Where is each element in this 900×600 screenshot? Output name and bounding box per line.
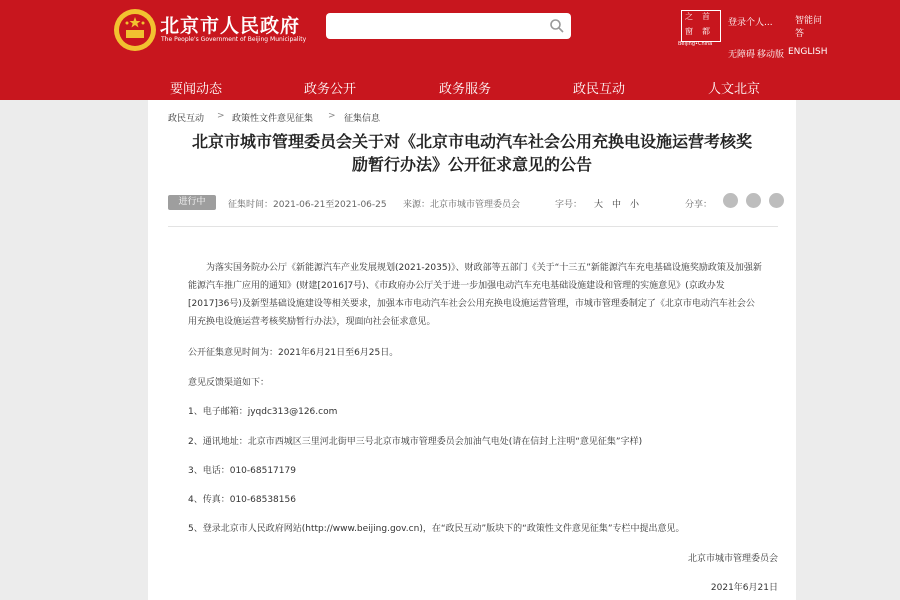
breadcrumb-item[interactable]: 政策性文件意见征集 (232, 114, 314, 124)
nav-item-news[interactable]: 要闻动态 (170, 82, 223, 97)
font-size-large[interactable]: 大 (594, 200, 604, 210)
site-title[interactable]: 北京市人民政府 (160, 15, 301, 37)
national-emblem-icon[interactable] (113, 8, 157, 52)
nav-item-government-affairs[interactable]: 政务公开 (304, 82, 357, 97)
font-size-medium[interactable]: 中 (612, 200, 622, 210)
article-meta (168, 195, 778, 211)
search-icon[interactable] (549, 18, 565, 34)
wechat-share-icon[interactable] (723, 193, 738, 208)
article-card (148, 100, 796, 600)
seal-caption: Beijing•China (678, 41, 713, 47)
article-intro: 为落实国务院办公厅《新能源汽车产业发展规划(2021-2035)》、财政部等五部门《关于“十三五”新能源汽车充电基础设施奖励政策及加强新能源汽车推广应用的通知》(财建[2016]7号)、《市政府办公厅关于进一步加强电动汽车充电基础设施建设和管理的实施意见》(京政办发[2017]36号)及新型基础设施建设等相关要求，加强本市电动汽车社会公用充换电设施运营管理，市城市管理委制定了《北京市电动汽车社会公用充换电设施运营考核奖励暂行办法》，现面向社会征求意见。 (188, 263, 762, 327)
breadcrumb-separator: > (217, 111, 225, 121)
channels-intro: 意见反馈渠道如下： (188, 378, 270, 388)
collection-period: 征集时间：2021-06-21至2021-06-25 (228, 200, 387, 210)
channel-address: 2、通讯地址：北京市西城区三里河北街甲三号北京市城市管理委员会加油气电处(请在信封上注明“意见征集”字样) (188, 437, 643, 447)
weibo-share-icon[interactable] (746, 193, 761, 208)
collection-time: 公开征集意见时间为：2021年6月21日至6月25日。 (188, 348, 399, 358)
site-header (0, 0, 900, 100)
search-input[interactable] (326, 13, 571, 39)
site-subtitle: The People's Government of Beijing Municipality (161, 36, 307, 43)
divider (168, 226, 778, 227)
source: 来源：北京市城市管理委员会 (403, 200, 521, 210)
qzone-share-icon[interactable] (769, 193, 784, 208)
share-label: 分享： (685, 200, 713, 210)
nav-item-culture[interactable]: 人文北京 (708, 82, 761, 97)
channel-email: 1、电子邮箱：jyqdc313@126.com (188, 407, 338, 417)
status-badge: 进行中 (168, 195, 216, 210)
capital-window-seal[interactable]: 之 首 窗 都 (681, 10, 721, 42)
smart-qa-link[interactable]: 智能问答 (795, 16, 823, 39)
english-link[interactable]: ENGLISH (788, 47, 828, 57)
nav-item-interaction[interactable]: 政民互动 (573, 82, 626, 97)
main-nav (0, 71, 900, 100)
font-size-label: 字号： (555, 200, 583, 210)
font-size-small[interactable]: 小 (630, 200, 640, 210)
breadcrumb-separator: > (328, 111, 336, 121)
channel-website: 5、登录北京市人民政府网站(http://www.beijing.gov.cn)，在“政民互动”版块下的“政策性文件意见征集”专栏中提出意见。 (188, 524, 685, 534)
mobile-link[interactable]: 移动版 (757, 50, 785, 60)
breadcrumb-item[interactable]: 征集信息 (344, 114, 381, 124)
signature: 北京市城市管理委员会 (687, 554, 778, 564)
channel-fax: 4、传真：010-68538156 (188, 495, 296, 505)
login-link[interactable]: 登录个人... (728, 18, 773, 28)
article-title: 北京市城市管理委员会关于对《北京市电动汽车社会公用充换电设施运营考核奖 励暂行办法》公开征求意见的公告 (191, 132, 752, 174)
breadcrumb-item[interactable]: 政民互动 (168, 114, 205, 124)
accessibility-link[interactable]: 无障碍 (728, 50, 756, 60)
channel-phone: 3、电话：010-68517179 (188, 466, 296, 476)
publish-date: 2021年6月21日 (710, 583, 778, 593)
nav-item-services[interactable]: 政务服务 (439, 82, 492, 97)
